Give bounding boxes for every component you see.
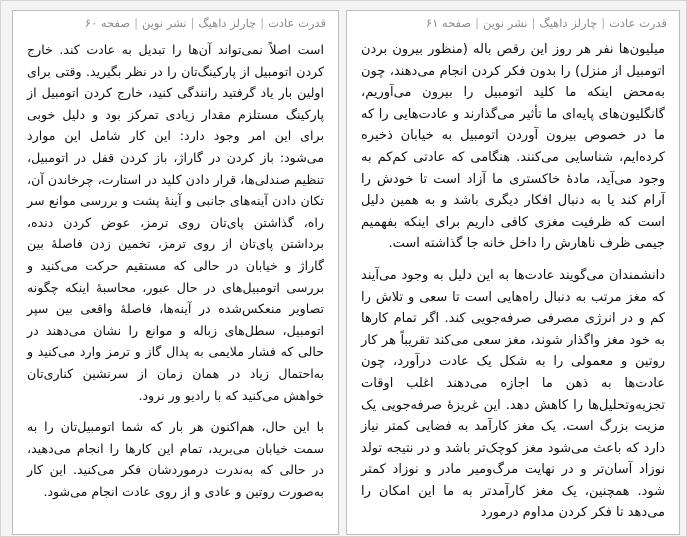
paragraph: است اصلاً نمی‌تواند آن‌ها را تبدیل به عادت کند. خارج کردن اتومبیل از پارکینگ‌تان را در نظر بگیرید. وقتی برای اولین بار یاد گرفتید رانندگی کنید، خارج کردن اتومبیل از پارکینگ مستلزم مقدار زیادی تمرکز بود و دلیل خوبی برای این امر وجود دارد: این کار شامل این موارد می‌شود: باز کردن در گاراژ، باز کردن قفل در اتومبیل، تنظیم صندلی‌ها، قرار دادن کلید در استارت، چرخاندن آن، تکان دادن آینه‌های جانبی و آینۀ پشت و بررسی موانع سر راه، گذاشتن پای‌تان روی ترمز، عوض کردن دنده، برداشتن پای‌تان از روی ترمز، تخمین زدن فاصلۀ بین گاراژ و خیابان در حالی که مستقیم حرکت می‌کنید و بررسی اتومبیل‌های در حال عبور، محاسبۀ اینکه چگونه تصاویر منعکس‌شده در آینه‌ها، فاصلۀ واقعی بین سپر اتومبیل، سطل‌های زباله و موانع را نشان می‌دهند در حالی که فشار ملایمی به پدال گاز و ترمز وارد می‌کنید و به‌احتمال زیاد در همان زمان از سرنشین کناری‌تان خواهش می‌کنید که با رادیو ور نرود.	[27, 42, 324, 403]
paragraph: میلیون‌ها نفر هر روز این رقص باله (منظور بیرون بردن اتومبیل از منزل) را بدون فکر کردن انجام می‌دهند، چون به‌محض اینکه ما کلید اتومبیل را بیرون می‌آوریم، گانگلیون‌های پایه‌ای ما تأثیر می‌گذارند و عادت‌هایی را که ما در خصوص بیرون آوردن اتومبیل به خیابان ذخیره کرده‌ایم، شناسایی می‌کنند. هنگامی که عادتی کم‌کم به وجود می‌آید، مادۀ خاکستری ما آزاد است تا خودش را آرام کند یا به دنبال افکار دیگری باشد و به همین دلیل است که ظرفیت مغزی کافی داریم برای اینکه بفهمیم جیمی ظرف ناهارش را داخل خانه جا گذاشته است.	[361, 42, 665, 252]
page-number: صفحه ۶۱	[425, 16, 472, 30]
page-60	[12, 10, 339, 535]
page-body	[347, 33, 679, 524]
page-61	[346, 10, 680, 535]
page-header: قدرت عادت|چارلز داهیگ|نشر نوین|صفحه ۶۰	[84, 16, 326, 30]
paragraph: با این حال، هم‌اکنون هر بار که شما اتومبیل‌تان را به سمت خیابان می‌برید، تمام این کارها را انجام می‌دهید، در حالی که به‌ندرت درموردشان فکر می‌کنید. این کار به‌صورت روتین و عادی و از روی عادت انجام می‌شود.	[27, 419, 324, 499]
book-publisher: نشر نوین	[482, 16, 528, 30]
book-title: قدرت عادت	[268, 16, 326, 30]
book-author: چارلز داهیگ	[198, 16, 257, 30]
page-body	[13, 33, 338, 502]
page-header: قدرت عادت|چارلز داهیگ|نشر نوین|صفحه ۶۱	[425, 16, 667, 30]
book-publisher: نشر نوین	[141, 16, 187, 30]
book-author: چارلز داهیگ	[539, 16, 598, 30]
paragraph: دانشمندان می‌گویند عادت‌ها به این دلیل به وجود می‌آیند که مغز مرتب به دنبال راه‌هایی است تا سعی و تلاش را کم و در انرژی مصرفی صرفه‌جویی کند. اگر تمام کارها به خود مغز واگذار شوند، مغز سعی می‌کند تقریباً هر کار روتین و معمولی را به شکل یک عادت درآورد، چون عادت‌ها به ذهن ما اجازه می‌دهند اغلب اوقات تجزیه‌وتحلیل‌ها را کاهش دهد. این غریزۀ صرفه‌جویی یک مزیت بزرگ است. یک مغز کارآمد به فضایی کمتر نیاز دارد که باعث می‌شود مغز کوچک‌تر باشد و در نتیجه تولد نوزاد آسان‌تر و در نهایت مرگ‌ومیر مادر و نوزاد کمتر شود. همچنین، یک مغز کارآمدتر به ما این امکان را می‌دهد تا فکر کردن مداوم درمورد	[361, 267, 665, 521]
page-number: صفحه ۶۰	[84, 16, 131, 30]
book-title: قدرت عادت	[609, 16, 667, 30]
